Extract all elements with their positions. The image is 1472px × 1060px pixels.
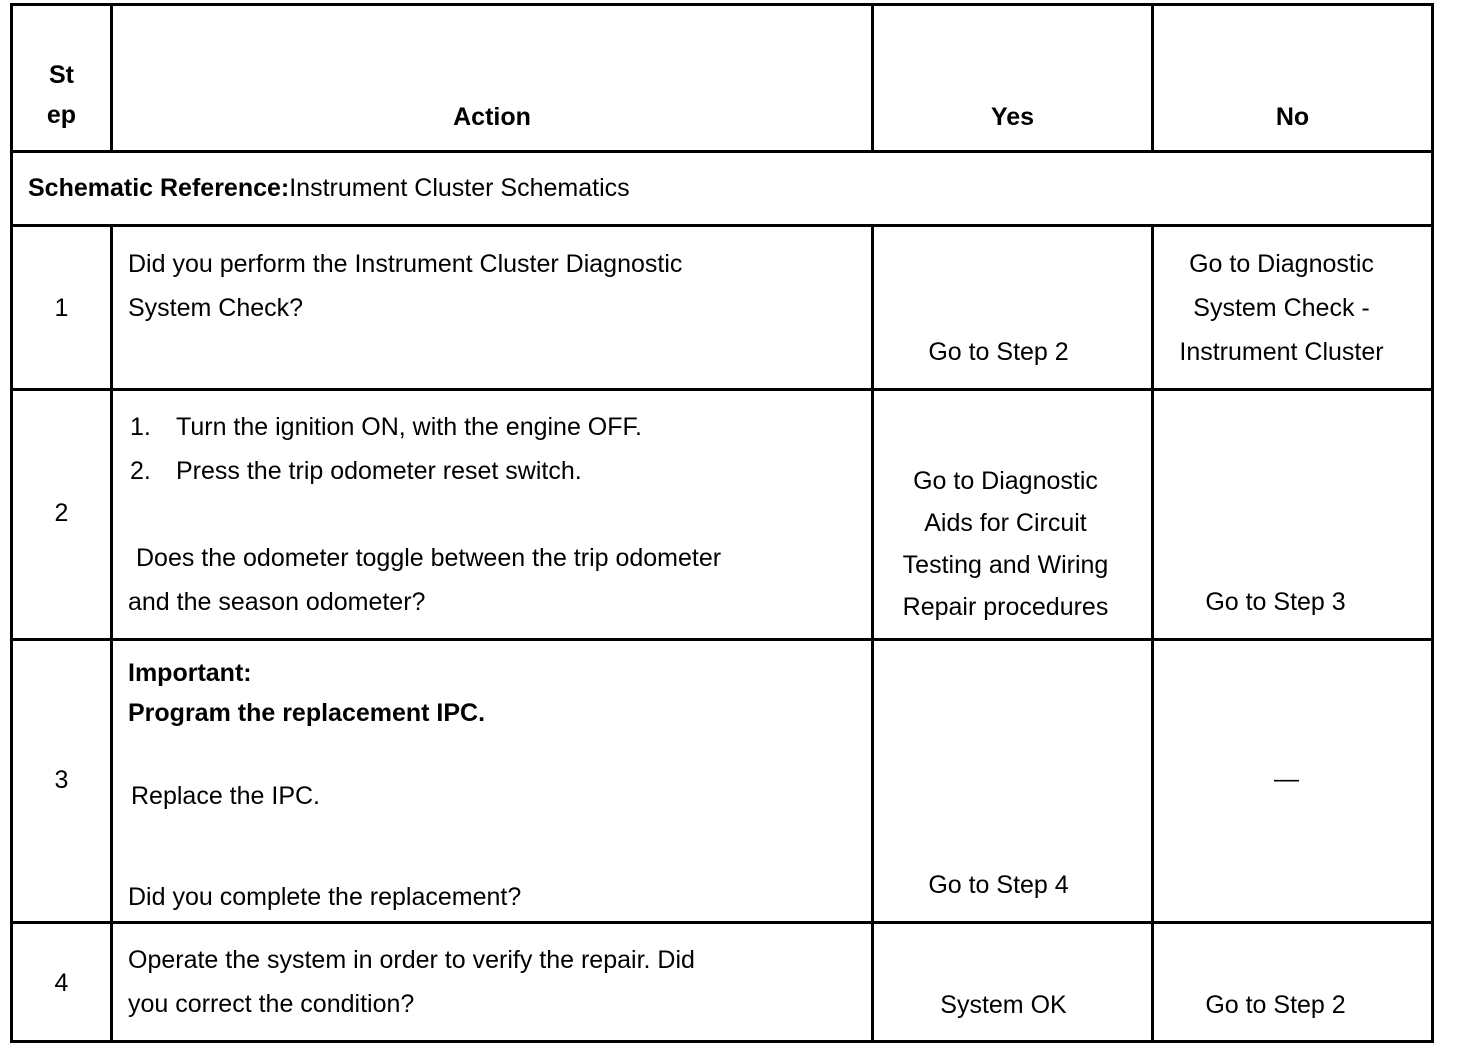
column-divider — [110, 224, 113, 1043]
action-text — [128, 242, 868, 330]
important-heading: Important: — [128, 659, 252, 687]
table-border-bottom — [10, 1040, 1434, 1043]
table-border-right — [1431, 3, 1434, 1043]
no-result — [1143, 242, 1420, 374]
yes-result-line: Testing and Wiring — [902, 551, 1109, 579]
action-text — [128, 938, 868, 1026]
yes-result-line: Aids for Circuit — [924, 509, 1087, 537]
yes-result-line: Repair procedures — [902, 593, 1109, 621]
schematic-reference-label: Schematic Reference: — [28, 174, 290, 202]
header-step-line: ep — [46, 101, 77, 129]
action-line: Did you perform the Instrument Cluster Diagnostic — [128, 250, 683, 278]
row-divider — [10, 921, 1434, 924]
list-item: Turn the ignition ON, with the engine OFF. — [176, 413, 642, 441]
header-yes: Yes — [990, 103, 1035, 131]
important-note: Program the replacement IPC. — [128, 699, 486, 727]
step-number: 2 — [54, 499, 69, 527]
schematic-reference — [28, 166, 1418, 210]
schematic-divider — [10, 224, 1434, 227]
header-no: No — [1275, 103, 1310, 131]
no-result-line: Go to Diagnostic — [1189, 250, 1374, 278]
no-result: Go to Step 3 — [1205, 588, 1346, 616]
action-line: System Check? — [128, 294, 304, 322]
list-item: Press the trip odometer reset switch. — [176, 457, 582, 485]
yes-result-line: Go to Diagnostic — [913, 467, 1098, 495]
header-step-line: St — [49, 61, 74, 89]
question-line: and the season odometer? — [128, 588, 426, 616]
action-line: Operate the system in order to verify the repair. Did — [128, 946, 695, 974]
no-result-line: System Check - — [1193, 294, 1370, 322]
yes-result — [867, 460, 1144, 628]
no-result-line: Instrument Cluster — [1179, 338, 1384, 366]
yes-result: System OK — [940, 991, 1067, 1019]
question-line: Does the odometer toggle between the trip odometer — [136, 544, 722, 572]
header-divider — [10, 150, 1434, 153]
header-action: Action — [453, 103, 531, 131]
step-number: 1 — [54, 294, 69, 322]
row-divider — [10, 388, 1434, 391]
yes-result: Go to Step 2 — [928, 338, 1069, 366]
no-result: Go to Step 2 — [1205, 991, 1346, 1019]
row-divider — [10, 638, 1434, 641]
schematic-reference-value: Instrument Cluster Schematics — [289, 174, 630, 202]
step-number: 3 — [54, 766, 69, 794]
list-number: 2. — [130, 457, 151, 485]
question-text: Did you complete the replacement? — [128, 883, 522, 911]
action-line: you correct the condition? — [128, 990, 415, 1018]
no-result: — — [1274, 765, 1299, 793]
diagnostic-table — [10, 3, 1434, 1043]
step-number: 4 — [54, 969, 69, 997]
list-number: 1. — [130, 413, 151, 441]
header-step — [13, 55, 110, 135]
instruction-text: Replace the IPC. — [131, 782, 320, 810]
table-border-top — [10, 3, 1434, 6]
yes-result: Go to Step 4 — [928, 871, 1069, 899]
